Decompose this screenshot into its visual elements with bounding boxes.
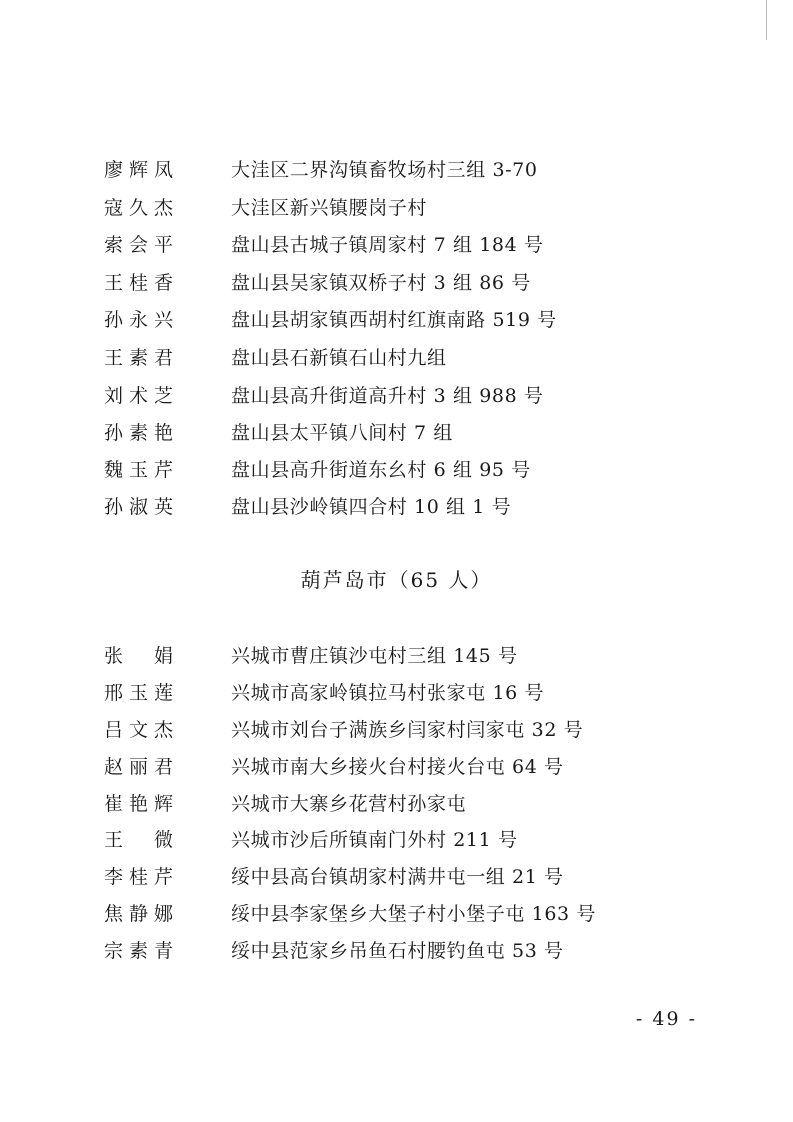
person-name: 王 微 <box>104 829 174 851</box>
person-name: 赵丽君 <box>104 756 174 778</box>
person-address: 兴城市沙后所镇南门外村 211 号 <box>231 829 518 851</box>
list-item <box>0 190 793 226</box>
list-item <box>0 933 793 969</box>
person-address: 盘山县胡家镇西胡村红旗南路 519 号 <box>231 309 557 331</box>
person-address: 大洼区新兴镇腰岗子村 <box>231 197 428 219</box>
person-address: 兴城市南大乡接火台村接火台屯 64 号 <box>231 756 564 778</box>
person-name: 廖辉凤 <box>104 159 174 181</box>
person-name: 崔艳辉 <box>104 793 174 815</box>
list-item <box>0 302 793 338</box>
person-name: 孙永兴 <box>104 309 174 331</box>
list-item <box>0 786 793 822</box>
person-address: 盘山县太平镇八间村 7 组 <box>231 422 453 444</box>
list-item <box>0 859 793 895</box>
person-name: 王素君 <box>104 347 174 369</box>
person-address: 兴城市曹庄镇沙屯村三组 145 号 <box>231 645 518 667</box>
person-name: 邢玉莲 <box>104 682 174 704</box>
person-name: 索会平 <box>104 234 174 256</box>
person-address: 盘山县高升街道东幺村 6 组 95 号 <box>231 459 531 481</box>
person-name: 张 娟 <box>104 645 174 667</box>
list-item <box>0 265 793 301</box>
person-name: 李桂芹 <box>104 866 174 888</box>
person-address: 盘山县吴家镇双桥子村 3 组 86 号 <box>231 272 531 294</box>
list-item <box>0 415 793 451</box>
person-address: 盘山县沙岭镇四合村 10 组 1 号 <box>231 496 512 518</box>
list-item <box>0 712 793 748</box>
section-title: 葫芦岛市（65 人） <box>300 568 493 592</box>
list-item <box>0 452 793 488</box>
list-item <box>0 749 793 785</box>
list-item <box>0 340 793 376</box>
person-name: 王桂香 <box>104 272 174 294</box>
list-item <box>0 489 793 525</box>
person-name: 魏玉芹 <box>104 459 174 481</box>
person-name: 孙淑英 <box>104 496 174 518</box>
person-address: 大洼区二界沟镇畜牧场村三组 3-70 <box>231 159 538 181</box>
list-item <box>0 822 793 858</box>
person-address: 兴城市高家岭镇拉马村张家屯 16 号 <box>231 682 545 704</box>
list-item <box>0 152 793 188</box>
person-address: 绥中县高台镇胡家村满井屯一组 21 号 <box>231 866 564 888</box>
person-address: 兴城市刘台子满族乡闫家村闫家屯 32 号 <box>231 719 584 741</box>
person-name: 刘术芝 <box>104 385 174 407</box>
scan-edge-mark <box>766 0 767 40</box>
list-item <box>0 378 793 414</box>
person-name: 寇久杰 <box>104 197 174 219</box>
page-number: - 49 - <box>635 1008 697 1030</box>
person-address: 盘山县古城子镇周家村 7 组 184 号 <box>231 234 544 256</box>
person-name: 孙素艳 <box>104 422 174 444</box>
person-name: 宗素青 <box>104 940 174 962</box>
list-item <box>0 675 793 711</box>
list-item <box>0 638 793 674</box>
person-address: 兴城市大寨乡花营村孙家屯 <box>231 793 467 815</box>
list-item <box>0 227 793 263</box>
person-address: 盘山县石新镇石山村九组 <box>231 347 447 369</box>
person-address: 绥中县李家堡乡大堡子村小堡子屯 163 号 <box>231 903 596 925</box>
person-name: 吕文杰 <box>104 719 174 741</box>
list-item <box>0 896 793 932</box>
person-name: 焦静娜 <box>104 903 174 925</box>
person-address: 盘山县高升街道高升村 3 组 988 号 <box>231 385 544 407</box>
person-address: 绥中县范家乡吊鱼石村腰钓鱼屯 53 号 <box>231 940 564 962</box>
